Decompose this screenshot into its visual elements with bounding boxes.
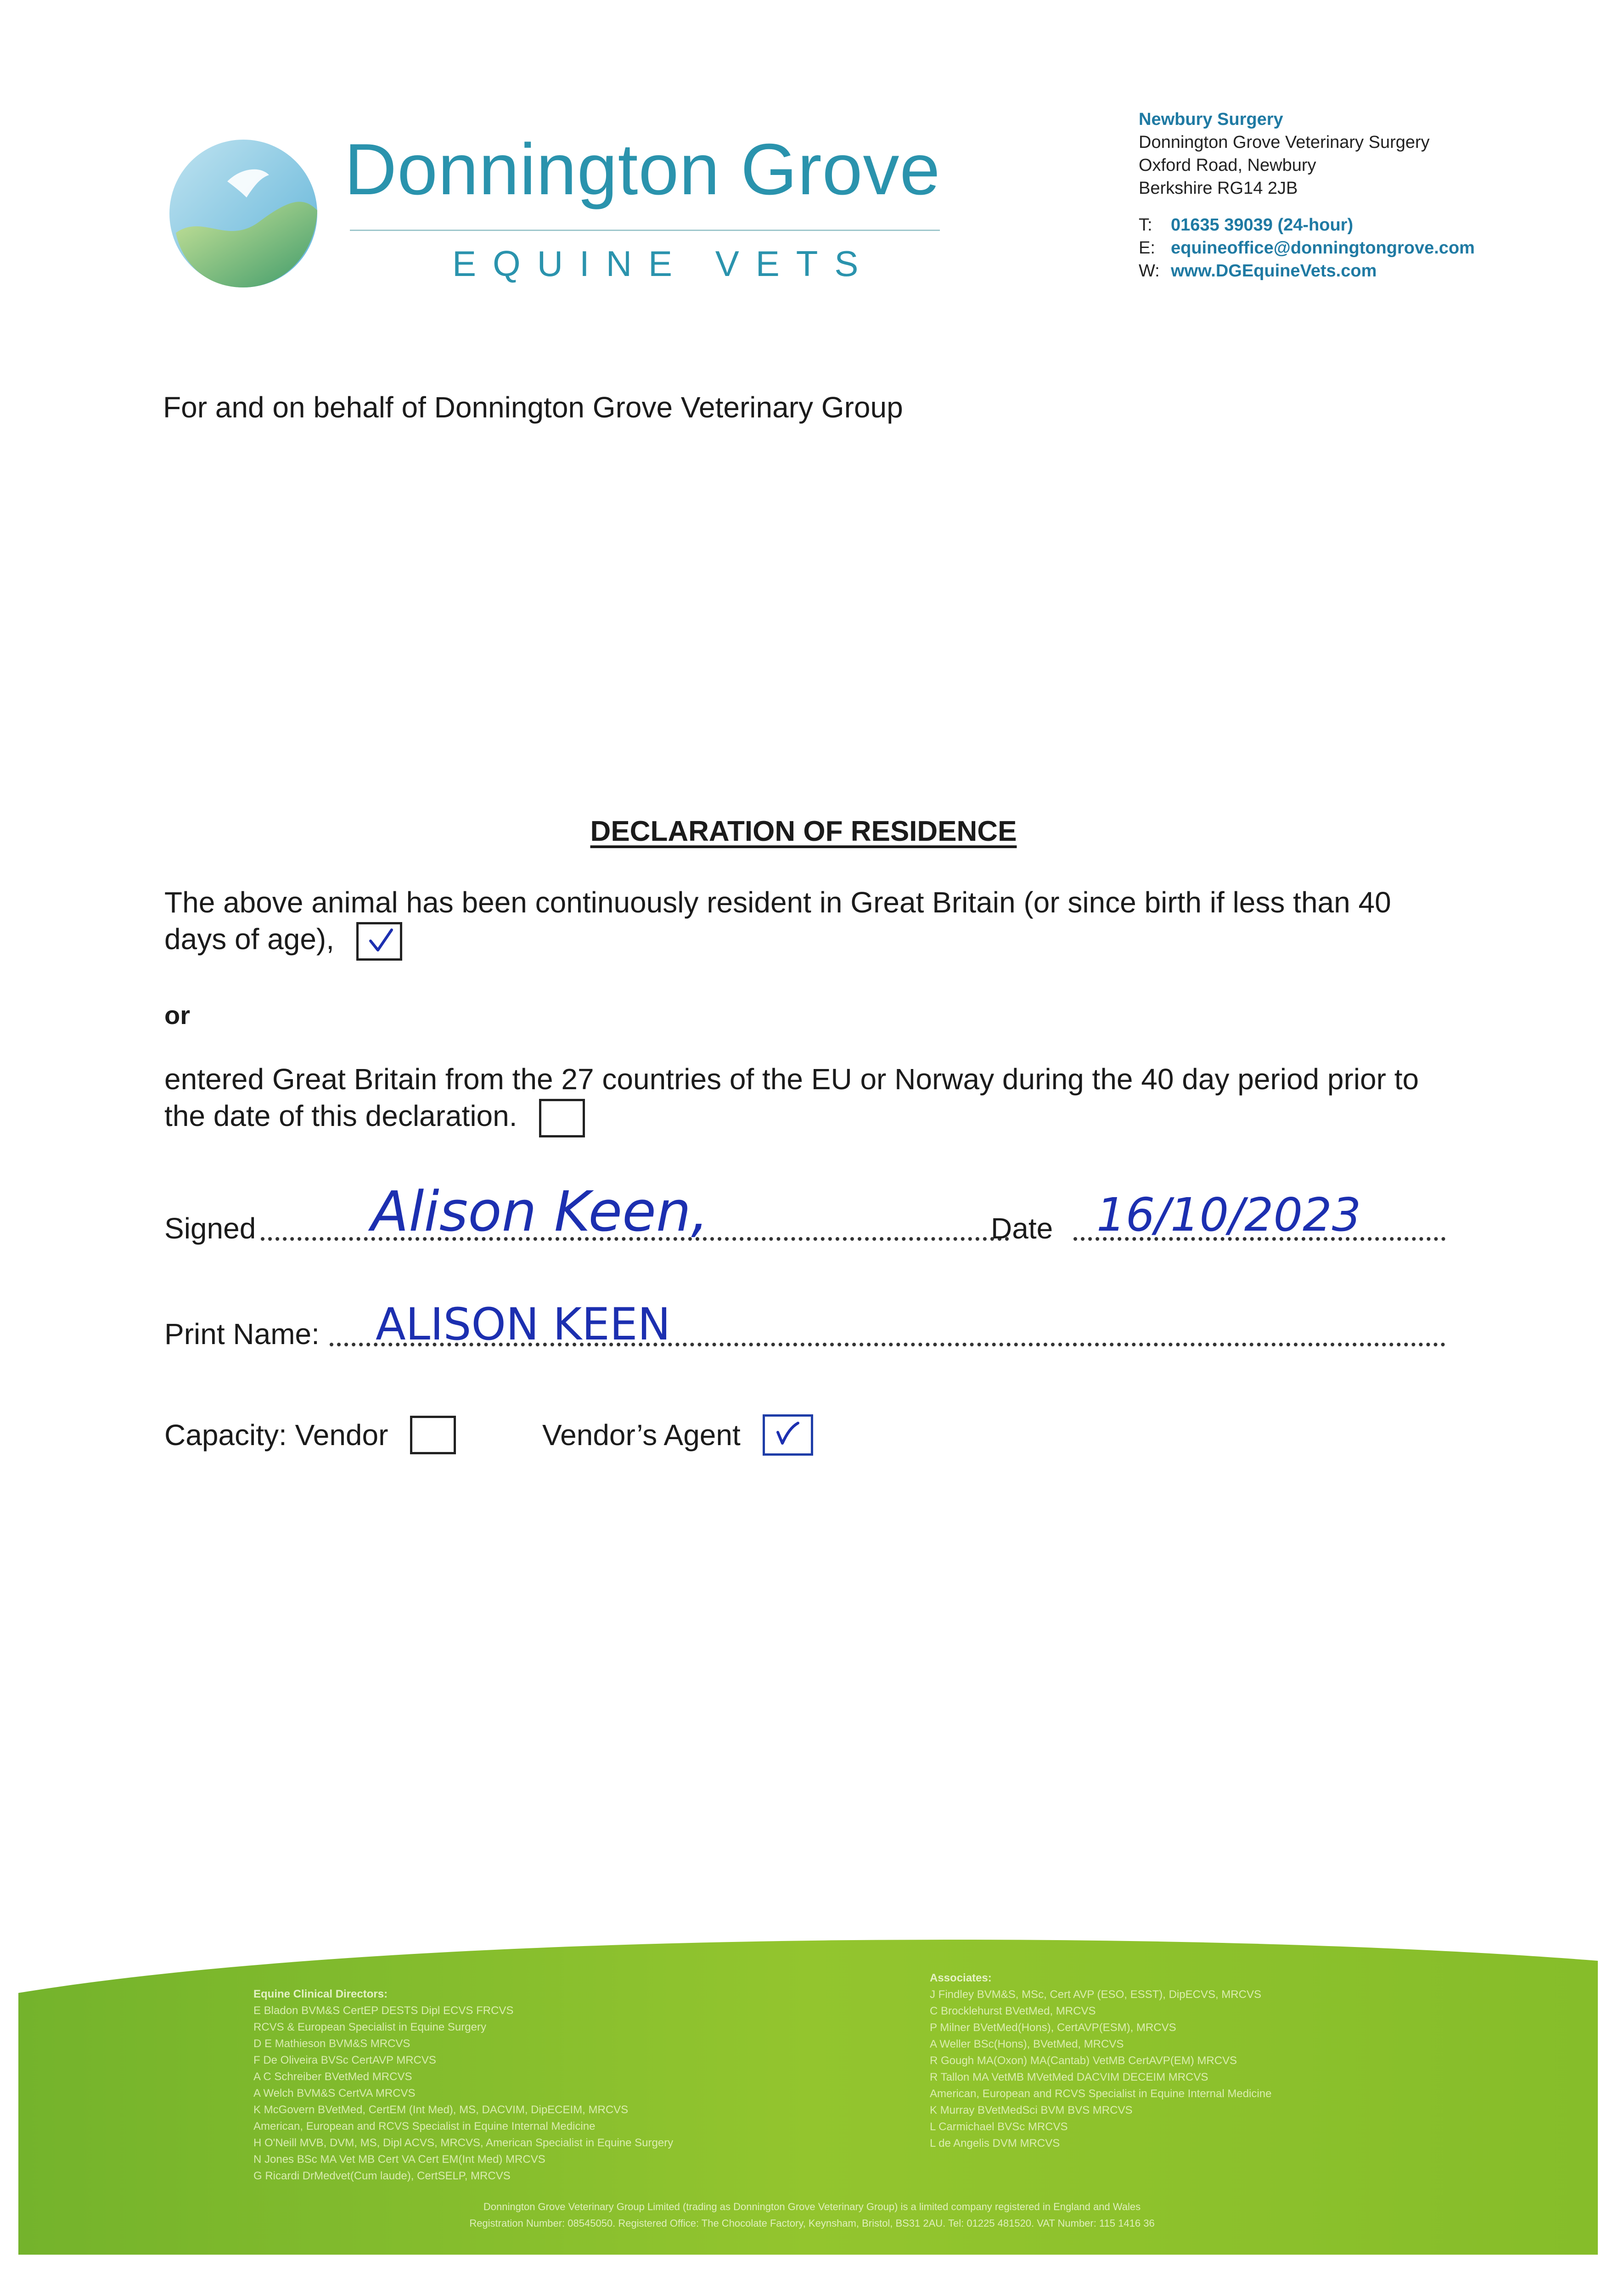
declaration-text-1: The above animal has been continuously resident in Great Britain (or since birth if less than 40 days of age), xyxy=(164,886,1391,956)
company-registration xyxy=(0,2199,1624,2232)
associate-line: P Milner BVetMed(Hons), CertAVP(ESM), MRCVS xyxy=(930,2021,1176,2034)
director-line: A Welch BVM&S CertVA MRCVS xyxy=(253,2087,416,2099)
email-link[interactable]: equineoffice@donningtongrove.com xyxy=(1171,238,1475,258)
declaration-paragraph-2 xyxy=(164,1061,1450,1137)
eu-entry-checkbox[interactable] xyxy=(539,1099,585,1137)
print-name-value[interactable]: ALISON KEEN xyxy=(376,1299,671,1350)
director-line: E Bladon BVM&S CertEP DESTS Dipl ECVS FRCVS xyxy=(253,2004,514,2017)
declaration-paragraph-1 xyxy=(164,884,1450,961)
address-line-1: Donnington Grove Veterinary Surgery xyxy=(1139,133,1430,152)
declaration-title: DECLARATION OF RESIDENCE xyxy=(590,816,1017,847)
vendor-checkbox[interactable] xyxy=(410,1416,456,1454)
vendor-agent-label: Vendor’s Agent xyxy=(542,1418,741,1452)
company-line-1: Donnington Grove Veterinary Group Limited (trading as Donnington Grove Veterinary Group) is a limited company registered in England and Wales xyxy=(483,2201,1141,2212)
company-line-2: Registration Number: 08545050. Registered Office: The Chocolate Factory, Keynsham, Bristol, BS31 2AU. Tel: 01225 481520. VAT Number: 115 1416 36 xyxy=(469,2217,1155,2229)
associate-line: R Gough MA(Oxon) MA(Cantab) VetMB CertAVP(EM) MRCVS xyxy=(930,2054,1237,2067)
director-line: N Jones BSc MA Vet MB Cert VA Cert EM(Int Med) MRCVS xyxy=(253,2153,545,2166)
address-line-3: Berkshire RG14 2JB xyxy=(1139,179,1298,198)
director-line: RCVS & European Specialist in Equine Surgery xyxy=(253,2021,486,2033)
director-line: G Ricardi DrMedvet(Cum laude), CertSELP, MRCVS xyxy=(253,2170,511,2182)
resident-checkbox[interactable] xyxy=(356,922,402,961)
associate-line: C Brocklehurst BVetMed, MRCVS xyxy=(930,2005,1096,2017)
vendor-agent-checkbox[interactable] xyxy=(763,1414,813,1456)
date-value[interactable]: 16/10/2023 xyxy=(1096,1188,1361,1242)
contact-block xyxy=(1139,108,1475,282)
intro-line: For and on behalf of Donnington Grove Veterinary Group xyxy=(163,391,903,424)
web-row xyxy=(1139,259,1475,282)
phone-number: 01635 39039 (24-hour) xyxy=(1171,215,1354,235)
footer-banner xyxy=(0,1919,1624,2296)
associates-title: Associates: xyxy=(930,1972,992,1984)
phone-label: T: xyxy=(1139,215,1152,235)
director-line: D E Mathieson BVM&S MRCVS xyxy=(253,2037,410,2050)
web-link[interactable]: www.DGEquineVets.com xyxy=(1171,261,1377,281)
director-line: F De Oliveira BVSc CertAVP MRCVS xyxy=(253,2054,436,2066)
footer-directors xyxy=(253,1986,673,2184)
associate-line: L Carmichael BVSc MRCVS xyxy=(930,2121,1068,2133)
associate-line: American, European and RCVS Specialist in Equine Internal Medicine xyxy=(930,2088,1272,2100)
signature-value[interactable]: Alison Keen, xyxy=(371,1180,709,1244)
web-label: W: xyxy=(1139,261,1160,281)
capacity-row xyxy=(164,1414,813,1456)
associate-line: A Weller BSc(Hons), BVetMed, MRCVS xyxy=(930,2038,1124,2050)
address-line-2: Oxford Road, Newbury xyxy=(1139,156,1316,175)
email-row xyxy=(1139,236,1475,259)
brand-divider xyxy=(350,230,940,231)
director-line: H O'Neill MVB, DVM, MS, Dipl ACVS, MRCVS, American Specialist in Equine Surgery xyxy=(253,2137,674,2149)
declaration-text-2: entered Great Britain from the 27 countries of the EU or Norway during the 40 day period prior to the date of this declaration. xyxy=(164,1063,1419,1132)
phone-row xyxy=(1139,214,1475,236)
print-name-row xyxy=(164,1299,1445,1355)
associate-line: L de Angelis DVM MRCVS xyxy=(930,2137,1060,2150)
associate-line: R Tallon MA VetMB MVetMed DACVIM DECEIM MRCVS xyxy=(930,2071,1208,2083)
date-label: Date xyxy=(991,1212,1053,1245)
signature-row xyxy=(164,1180,1445,1249)
footer-associates xyxy=(930,1970,1271,2152)
or-separator: or xyxy=(164,1001,190,1030)
logo-emblem xyxy=(163,133,324,294)
brand-subtitle: EQUINE VETS xyxy=(452,243,875,284)
signed-label: Signed xyxy=(164,1212,256,1245)
checkmark-icon xyxy=(773,1419,801,1447)
director-line: American, European and RCVS Specialist in Equine Internal Medicine xyxy=(253,2120,596,2133)
directors-title: Equine Clinical Directors: xyxy=(253,1988,388,2000)
surgery-name: Newbury Surgery xyxy=(1139,110,1283,129)
associate-line: K Murray BVetMedSci BVM BVS MRCVS xyxy=(930,2104,1133,2116)
brand-name: Donnington Grove xyxy=(344,129,941,210)
director-line: K McGovern BVetMed, CertEM (Int Med), MS, DACVIM, DipECEIM, MRCVS xyxy=(253,2104,629,2116)
print-name-label: Print Name: xyxy=(164,1317,320,1351)
email-label: E: xyxy=(1139,238,1155,258)
director-line: A C Schreiber BVetMed MRCVS xyxy=(253,2071,412,2083)
capacity-label: Capacity: Vendor xyxy=(164,1418,388,1452)
associate-line: J Findley BVM&S, MSc, Cert AVP (ESO, ESST), DipECVS, MRCVS xyxy=(930,1988,1261,2001)
checkmark-icon xyxy=(367,927,394,955)
